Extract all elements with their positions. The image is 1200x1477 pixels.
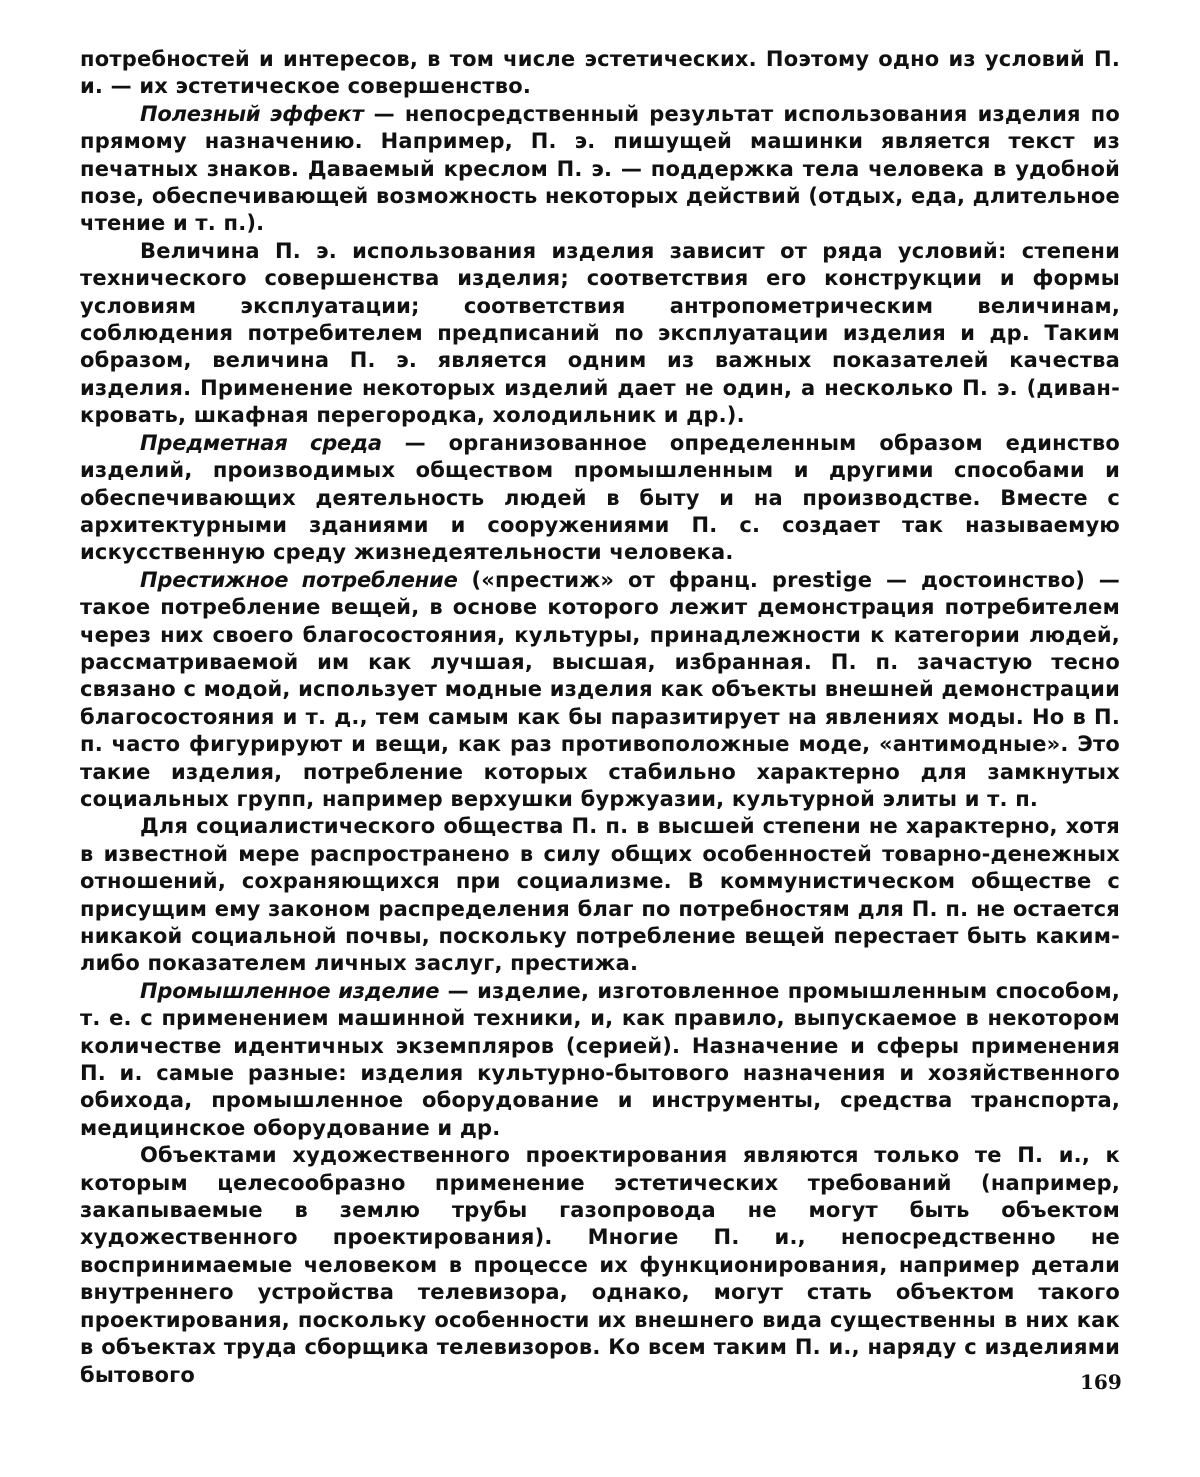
entry-term: Промышленное изделие [140, 979, 439, 1003]
entry-predmetnaya-sreda [80, 430, 1120, 567]
entry-promyshlennoe-izdelie [80, 978, 1120, 1142]
paragraph-continuation [80, 46, 1120, 101]
entry-text: — непосредственный результат использования изделия по прямому назначению. Например, П. э. пишущей машинки является текст из печатных знаков. Даваемый креслом П. э. — поддержка тела человека в удобной позе, обеспечивающей возможность некоторых действий (отдых, еда, длительное чтение и т. п.). [80, 102, 1120, 236]
paragraph-velichina [80, 238, 1120, 430]
entry-term: Престижное потребление [140, 568, 458, 592]
entry-prestizhnoe-potreblenie [80, 567, 1120, 814]
paragraph-text: Величина П. э. использования изделия зависит от ряда условий: степени технического совершенства изделия; соответствия его конструкции и формы условиям эксплуатации; соответствия антропометрическим величинам, соблюдения потребителем предписаний по эксплуатации изделия и др. Таким образом, величина П. э. является одним из важных показателей качества изделия. Применение некоторых изделий дает не один, а несколько П. э. (диван-кровать, шкафная перегородка, холодильник и др.). [80, 239, 1120, 427]
paragraph-obektami [80, 1142, 1120, 1389]
paragraph-text: потребностей и интересов, в том числе эстетических. Поэтому одно из условий П. и. — их эстетическое совершенство. [80, 47, 1120, 98]
paragraph-text: Объектами художественного проектирования являются только те П. и., к которым целесообразно применение эстетических требований (например, закапываемые в землю трубы газопровода не могут быть объектом художественного проектирования). Многие П. и., непосредственно не воспринимаемые человеком в процессе их функционирования, например детали внутреннего устройства телевизора, однако, могут стать объектом такого проектирования, поскольку особенности их внешнего вида существенны в них как в объектах труда сборщика телевизоров. Ко всем таким П. и., наряду с изделиями бытового [80, 1143, 1120, 1386]
page-body [80, 46, 1120, 1389]
entry-poleznyi-effekt [80, 101, 1120, 238]
paragraph-socialism [80, 813, 1120, 977]
entry-text: («престиж» от франц. prestige — достоинство) — такое потребление вещей, в основе которого лежит демонстрация потребителем через них своего благосостояния, культуры, принадлежности к категории людей, рассматриваемой им как лучшая, высшая, избранная. П. п. зачастую тесно связано с модой, использует модные изделия как объекты внешней демонстрации благосостояния и т. д., тем самым как бы паразитирует на явлениях моды. Но в П. п. часто фигурируют и вещи, как раз противоположные моде, «антимодные». Это такие изделия, потребление которых стабильно характерно для замкнутых социальных групп, например верхушки буржуазии, культурной элиты и т. п. [80, 568, 1120, 811]
paragraph-text: Для социалистического общества П. п. в высшей степени не характерно, хотя в известной мере распространено в силу общих особенностей товарно-денежных отношений, сохраняющихся при социализме. В коммунистическом обществе с присущим ему законом распределения благ по потребностям для П. п. не остается никакой социальной почвы, поскольку потребление вещей перестает быть каким-либо показателем личных заслуг, престижа. [80, 814, 1120, 975]
entry-text: — организованное определенным образом единство изделий, производимых обществом промышленным и другими способами и обеспечивающих деятельность людей в быту и на производстве. Вместе с архитектурными зданиями и сооружениями П. с. создает так называемую искусственную среду жизнедеятельности человека. [80, 431, 1120, 565]
entry-text: — изделие, изготовленное промышленным способом, т. е. с применением машинной техники, и, как правило, выпускаемое в некотором количестве идентичных экземпляров (серией). Назначение и сферы применения П. и. самые разные: изделия культурно-бытового назначения и хозяйственного обихода, промышленное оборудование и инструменты, средства транспорта, медицинское оборудование и др. [80, 979, 1120, 1140]
entry-term: Предметная среда [140, 431, 382, 455]
page-number: 169 [1080, 1370, 1122, 1394]
entry-term: Полезный эффект [140, 102, 364, 126]
